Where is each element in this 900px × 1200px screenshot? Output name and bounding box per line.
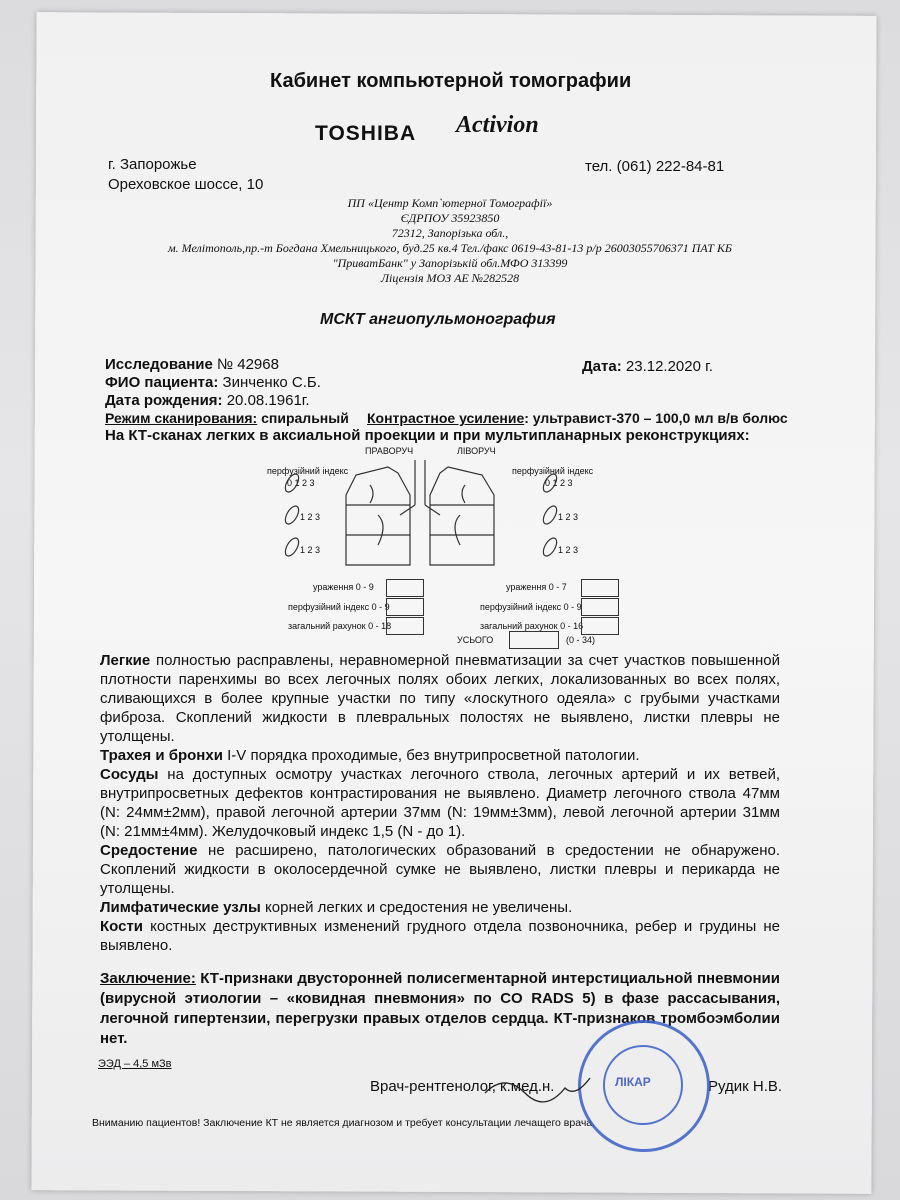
dose: ЭЭД – 4,5 мЗв xyxy=(98,1058,172,1070)
scale-r3: 1 2 3 xyxy=(300,545,321,555)
doctor-name: Рудик Н.В. xyxy=(708,1078,783,1095)
document-title: МСКТ ангиопульмонография xyxy=(320,311,556,328)
center-bank: "ПриватБанк" у Запорізькій обл.МФО 313399 xyxy=(332,256,568,270)
doctor-title: Врач-рентгенолог, к.мед.н. xyxy=(370,1078,555,1095)
ct-intro: На КТ-сканах легких в аксиальной проекции и при мультипланарных реконструкциях: xyxy=(105,427,750,444)
finding-mediastinum: Средостение не расширено, патологических образований в средостении не обнаружено. Скоплений жидкости в околосердечной сумке не выявлено, листки плевры и перикарда не утолщены. xyxy=(100,842,780,897)
lesions-right-label: ураження 0 - 9 xyxy=(313,582,374,592)
total-left-box xyxy=(581,617,619,635)
perf-right-label: перфузійний індекс 0 - 9 xyxy=(288,602,390,612)
perf-index-left: перфузійний індекс xyxy=(512,466,594,476)
phone: тел. (061) 222-84-81 xyxy=(585,158,725,175)
lung-diagram xyxy=(270,455,590,575)
street: Ореховское шоссе, 10 xyxy=(108,176,264,193)
dob-line: Дата рождения: 20.08.1961г. xyxy=(105,392,310,409)
finding-lymph: Лимфатические узлы корней легких и средостения не увеличены. xyxy=(100,899,573,916)
finding-lungs: Легкие полностью расправлены, неравномерной пневматизации за счет участков повышенной плотности паренхимы во всех легочных полях обоих легких, локализованных во всех полях, сливающихся в более крупные участки по типу «лоскутного одеяла» с грубыми участками фиброза. Скоплений жидкости в плевральных полостях не выявлено, листки плевры не утолщены. xyxy=(100,652,780,745)
study-line: Исследование № 42968 xyxy=(105,356,279,373)
contrast-line: Контрастное усиление: ультравист-370 – 100,0 мл в/в болюс xyxy=(367,410,788,426)
findings-block xyxy=(100,651,780,955)
sum-range: (0 - 34) xyxy=(566,635,596,645)
perf-left-box xyxy=(581,598,619,616)
patient-name-line: ФИО пациента: Зинченко С.Б. xyxy=(105,374,321,391)
lesions-left-box xyxy=(581,579,619,597)
scale-l2: 1 2 3 xyxy=(558,512,579,522)
patient-notice: Вниманию пациентов! Заключение КТ не является диагнозом и требует консультации лечащего врача. xyxy=(92,1117,596,1129)
center-region: 72312, Запорізька обл., xyxy=(391,226,509,240)
sum-box xyxy=(509,631,559,649)
sum-label: УСЬОГО xyxy=(457,635,494,645)
total-right-box xyxy=(386,617,424,635)
right-label: ПРАВОРУЧ xyxy=(365,446,414,456)
lesions-right-box xyxy=(386,579,424,597)
center-name: ПП «Центр Комп`ютерної Томографії» xyxy=(347,196,553,210)
clinic-title: Кабинет компьютерной томографии xyxy=(270,70,632,92)
perf-index-right: перфузійний індекс xyxy=(267,466,349,476)
city: г. Запорожье xyxy=(108,156,197,173)
scale-r2: 1 2 3 xyxy=(300,512,321,522)
total-left-label: загальний рахунок 0 - 16 xyxy=(480,621,584,631)
scan-mode-line: Режим сканирования: спиральный xyxy=(105,410,349,426)
scale-l3: 1 2 3 xyxy=(558,545,579,555)
center-code: ЄДРПОУ 35923850 xyxy=(400,211,500,225)
finding-bones: Кости костных деструктивных изменений грудного отдела позвоночника, ребер и грудины не выявлено. xyxy=(100,918,780,954)
conclusion: Заключение: КТ-признаки двусторонней полисегментарной интерстициальной пневмонии (вирусной этиологии – «ковидная пневмония» по CO RADS 5) в фазе рассасывания, легочной гипертензии, перегрузки правых отделов сердца. КТ-признаков тромбоэмболии нет. xyxy=(100,970,780,1047)
doctor-stamp: ЛІКАР xyxy=(578,1020,710,1152)
center-address: м. Мелітополь,пр.-т Богдана Хмельницького, буд.25 кв.4 Тел./факс 0619-43-81-13 р/р 26003055706371 ПАТ КБ xyxy=(167,241,733,255)
signature xyxy=(480,1068,600,1118)
finding-vessels: Сосуды на доступных осмотру участках легочного ствола, легочных артерий и их ветвей, внутрипросветных дефектов контрастирования не выявлено. Диаметр легочного ствола 47мм (N: 24мм±2мм), правой легочной артерии 37мм (N: 19мм±3мм), левой легочной артерии 31мм (N: 21мм±4мм). Желудочковый индекс 1,5 (N - до 1). xyxy=(100,766,780,840)
lesions-left-label: ураження 0 - 7 xyxy=(506,582,567,592)
brand-logo: TOSHIBA xyxy=(315,122,417,145)
total-right-label: загальний рахунок 0 - 18 xyxy=(288,621,392,631)
scale-r1: 0 1 2 3 xyxy=(287,478,315,488)
model-logo: Activion xyxy=(456,112,539,138)
perf-right-box xyxy=(386,598,424,616)
finding-trachea: Трахея и бронхи I-V порядка проходимые, без внутрипросветной патологии. xyxy=(100,747,640,764)
date-line: Дата: 23.12.2020 г. xyxy=(582,358,713,375)
center-license: Ліцензія МОЗ АЕ №282528 xyxy=(380,271,520,285)
scale-l1: 0 1 2 3 xyxy=(545,478,573,488)
left-label: ЛІВОРУЧ xyxy=(457,446,496,456)
perf-left-label: перфузійний індекс 0 - 9 xyxy=(480,602,582,612)
